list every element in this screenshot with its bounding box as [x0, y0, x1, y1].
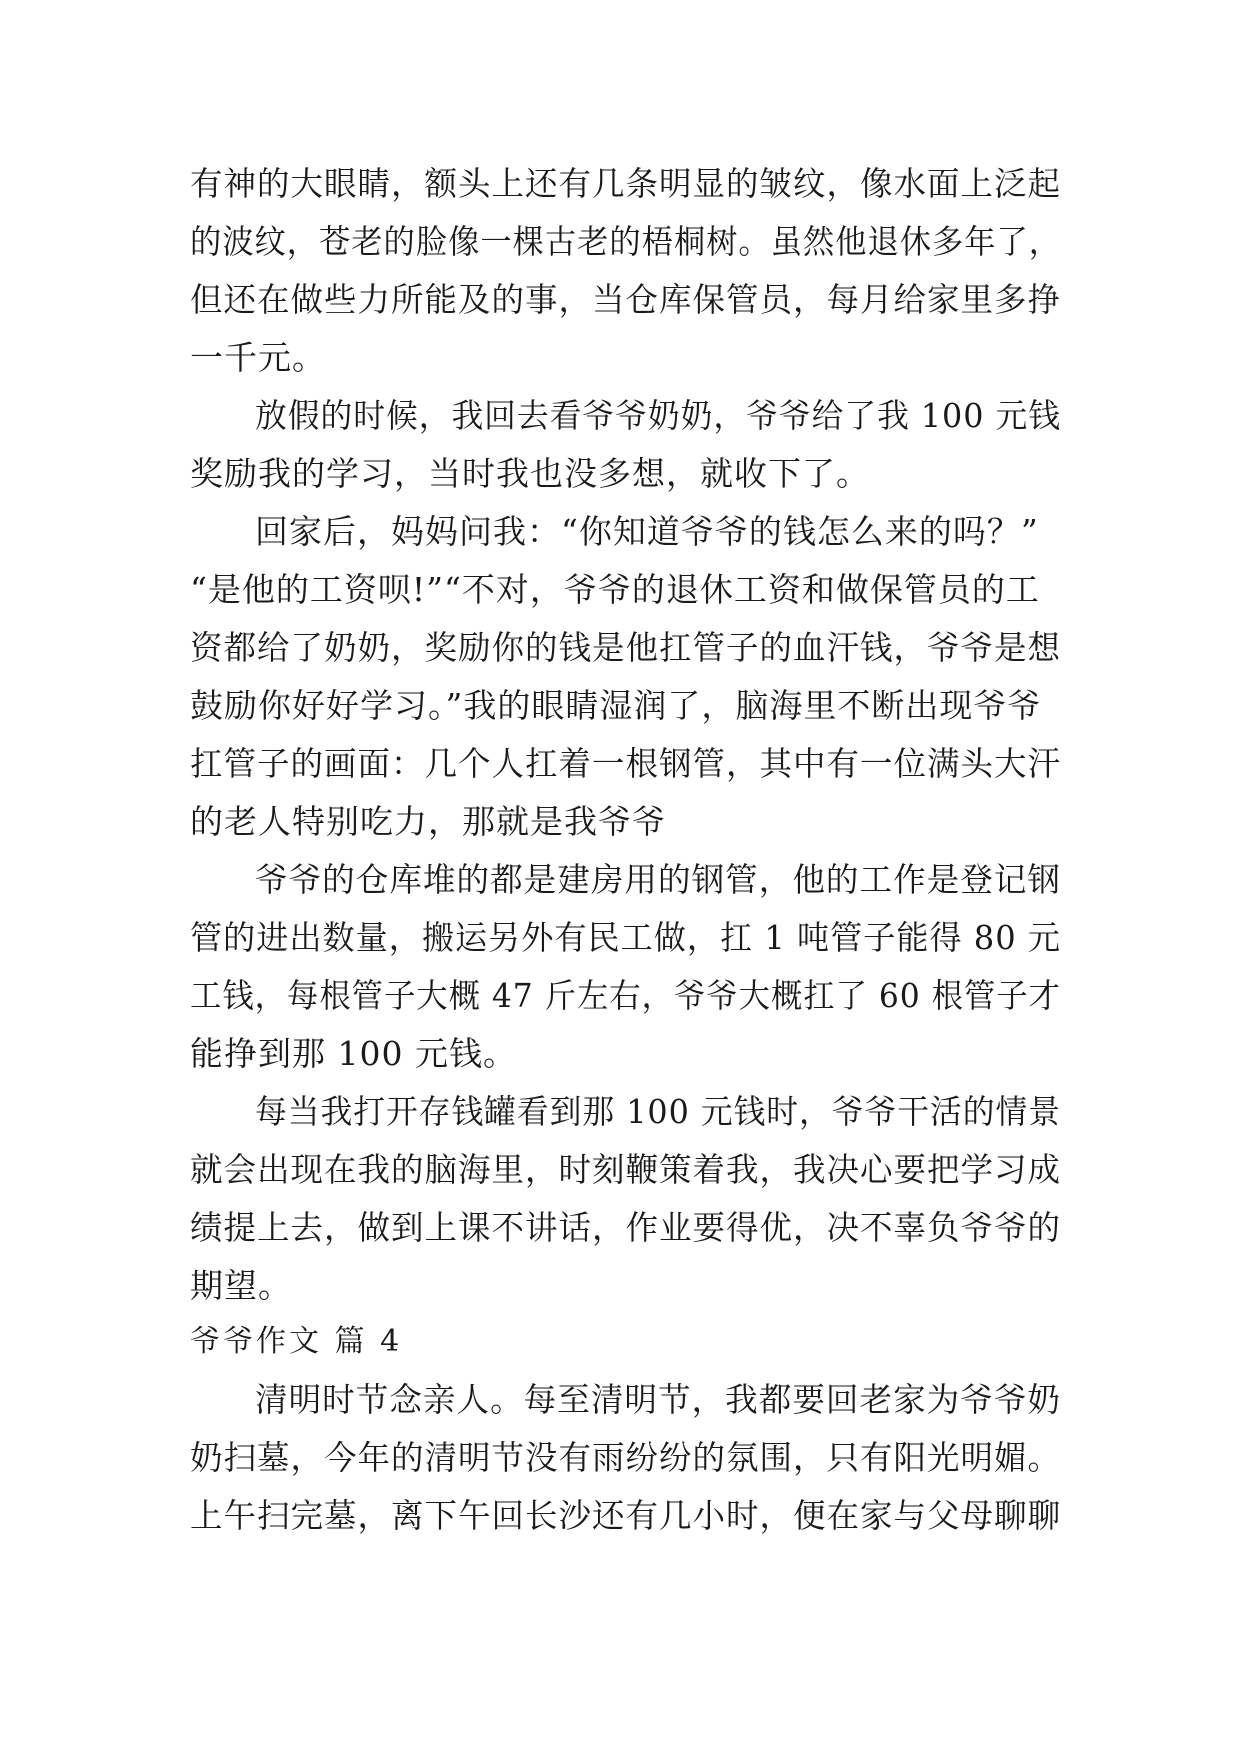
text-line: 但还在做些力所能及的事，当仓库保管员，每月给家里多挣 [190, 280, 1061, 319]
text-line: 放假的时候，我回去看爷爷奶奶，爷爷给了我 100 元钱 [255, 396, 1061, 435]
text-line: 绩提上去，做到上课不讲话，作业要得优，决不辜负爷爷的 [190, 1208, 1061, 1247]
text-line: 回家后，妈妈问我：“你知道爷爷的钱怎么来的吗？” [255, 512, 1039, 551]
text-line: 扛管子的画面：几个人扛着一根钢管，其中有一位满头大汗 [190, 744, 1061, 783]
section-heading: 爷爷作文 篇 4 [190, 1324, 403, 1359]
text-line: 奶扫墓，今年的清明节没有雨纷纷的氛围，只有阳光明媚。 [190, 1438, 1061, 1477]
text-line: 期望。 [190, 1266, 292, 1305]
text-line: 管的进出数量，搬运另外有民工做，扛 1 吨管子能得 80 元 [190, 918, 1061, 957]
text-line: 清明时节念亲人。每至清明节，我都要回老家为爷爷奶 [255, 1380, 1061, 1419]
text-line: 的波纹，苍老的脸像一棵古老的梧桐树。虽然他退休多年了， [190, 222, 1061, 261]
text-line: 奖励我的学习，当时我也没多想，就收下了。 [190, 454, 870, 493]
text-line: “是他的工资呗!”“不对，爷爷的退休工资和做保管员的工 [190, 570, 1040, 609]
text-line: 一千元。 [190, 338, 326, 377]
text-line: 能挣到那 100 元钱。 [190, 1034, 517, 1073]
text-line: 每当我打开存钱罐看到那 100 元钱时，爷爷干活的情景 [255, 1092, 1061, 1131]
text-line: 上午扫完墓，离下午回长沙还有几小时，便在家与父母聊聊 [190, 1496, 1061, 1535]
text-line: 鼓励你好好学习。”我的眼睛湿润了，脑海里不断出现爷爷 [190, 686, 1042, 725]
text-line: 工钱，每根管子大概 47 斤左右，爷爷大概扛了 60 根管子才 [190, 976, 1061, 1015]
text-line: 有神的大眼睛，额头上还有几条明显的皱纹，像水面上泛起 [190, 164, 1061, 203]
text-line: 资都给了奶奶，奖励你的钱是他扛管子的血汗钱，爷爷是想 [190, 628, 1061, 667]
text-line: 爷爷的仓库堆的都是建房用的钢管，他的工作是登记钢 [255, 860, 1061, 899]
text-line: 的老人特别吃力，那就是我爷爷 [190, 802, 666, 841]
text-line: 就会出现在我的脑海里，时刻鞭策着我，我决心要把学习成 [190, 1150, 1061, 1189]
